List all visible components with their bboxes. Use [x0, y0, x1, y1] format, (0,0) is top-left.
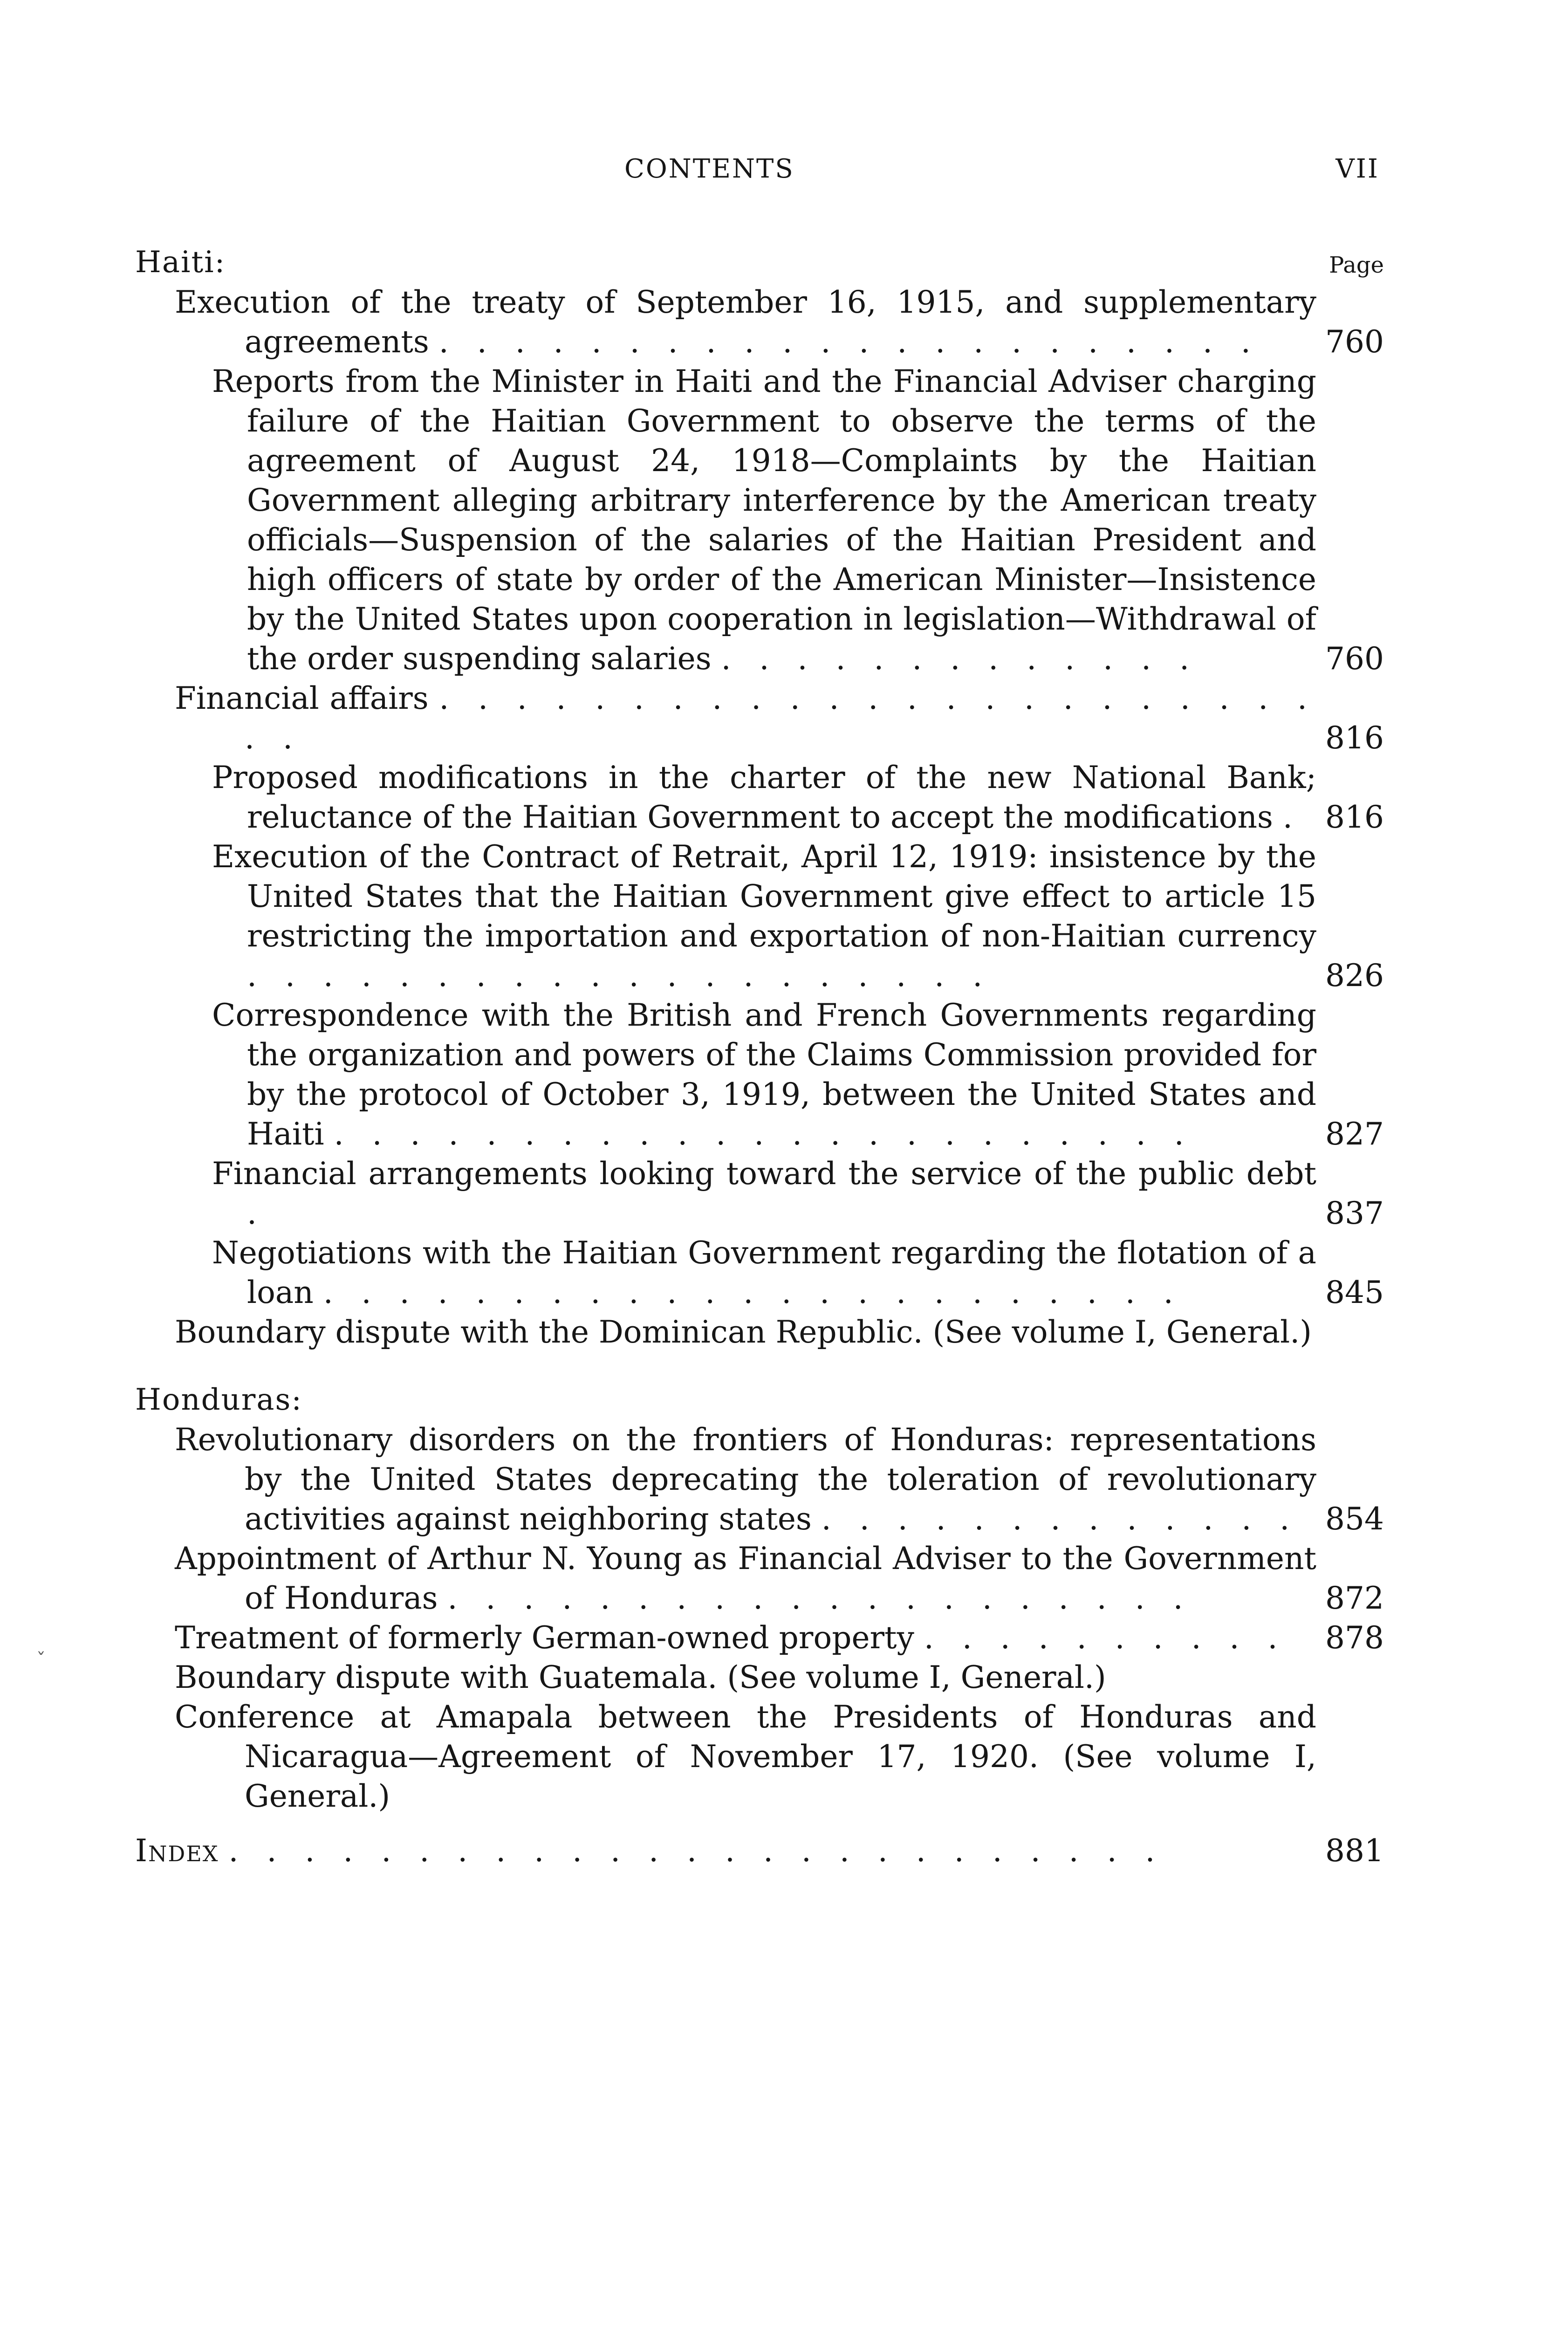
running-head-title: CONTENTS — [624, 154, 794, 184]
toc-entry[interactable] — [135, 1312, 1384, 1352]
toc-entry-page: 816 — [1325, 799, 1384, 835]
section-heading-honduras — [135, 1380, 1384, 1420]
toc-entry[interactable]: Treatment of formerly German-owned property . . . . . . . . . . 878 — [135, 1618, 1384, 1658]
toc-entry-text: Treatment of formerly German-owned property — [175, 1620, 914, 1656]
toc-entry-text: Correspondence with the British and French Governments regarding the organization and powers of the Claims Commission provided for by the protocol of October 3, 1919, between the United States and Haiti — [212, 997, 1316, 1152]
toc-entry-text: Revolutionary disorders on the frontiers of Honduras: representations by the United States deprecating the toleration of revolutionary activities against neighboring states — [175, 1422, 1316, 1537]
toc-entry[interactable]: Financial affairs . . . . . . . . . . . . . . . . . . . . . . . . . 816 — [135, 678, 1384, 758]
margin-mark: ˇ — [36, 1650, 46, 1671]
page-folio: VII — [1335, 154, 1379, 184]
section-heading-haiti — [135, 242, 1384, 282]
section-title: Honduras: — [135, 1383, 302, 1417]
running-head — [0, 154, 1568, 196]
toc-entry[interactable] — [135, 1697, 1384, 1816]
toc-entry-text: Negotiations with the Haitian Government regarding the flotation of a loan — [212, 1235, 1316, 1310]
toc-entry[interactable]: Reports from the Minister in Haiti and the Financial Adviser charging failure of the Haitian Government to observe the terms of the agreement of August 24, 1918—Complaints by the Haitian Government alleging arbitrary interference by the American treaty officials—Suspension of the salaries of the Haitian President and high officers of state by order of the American Minister—Insistence by the United States upon cooperation in legislation—Withdrawal of the order suspending salaries . . . . . . . . . . . . . 760 — [135, 362, 1384, 678]
toc-entry-text: Financial arrangements looking toward the service of the public debt — [212, 1156, 1316, 1192]
toc-entry-page: 878 — [1325, 1620, 1384, 1656]
toc-entry-text: Reports from the Minister in Haiti and the Financial Adviser charging failure of the Haitian Government to observe the terms of the agreement of August 24, 1918—Complaints by the Haitian Government alleging arbitrary interference by the American treaty officials—Suspension of the salaries of the Haitian President and high officers of state by order of the American Minister—Insistence by the United States upon cooperation in legislation—Withdrawal of the order suspending salaries — [212, 363, 1316, 677]
toc-entry[interactable] — [135, 1658, 1384, 1697]
toc-entry-text: Execution of the treaty of September 16, 1915, and supplementary agreements — [175, 284, 1316, 360]
table-of-contents — [135, 242, 1384, 1872]
toc-entry-text: Financial affairs — [175, 680, 429, 716]
toc-entry[interactable]: Negotiations with the Haitian Government regarding the flotation of a loan . . . . . . . . . . . . . . . . . . . . . . . 845 — [135, 1233, 1384, 1312]
toc-entry-page: 826 — [1325, 958, 1384, 994]
toc-entry-text: Proposed modifications in the charter of the new National Bank; reluctance of the Haitian Government to accept the modifications — [212, 760, 1316, 835]
toc-entry-page: 760 — [1325, 641, 1384, 677]
index-label: Index — [135, 1833, 219, 1869]
toc-entry-text: Appointment of Arthur N. Young as Financial Adviser to the Government of Honduras — [175, 1541, 1316, 1616]
toc-entry-page: 845 — [1325, 1275, 1384, 1310]
toc-entry-page: 760 — [1325, 324, 1384, 360]
toc-entry-text: Boundary dispute with Guatemala. (See volume I, General.) — [175, 1659, 1106, 1695]
toc-entry-page: 816 — [1325, 720, 1384, 756]
toc-entry-text: Execution of the Contract of Retrait, April 12, 1919: insistence by the United States that the Haitian Government give effect to article 15 restricting the importation and exportation of non-Haitian currency — [212, 839, 1316, 954]
index-page: 881 — [1325, 1833, 1384, 1869]
toc-entry-index[interactable]: Index . . . . . . . . . . . . . . . . . . . . . . . . . 881 — [135, 1830, 1384, 1872]
toc-entry[interactable]: Proposed modifications in the charter of the new National Bank; reluctance of the Haitian Government to accept the modifications . 816 — [135, 758, 1384, 837]
toc-entry-page: 872 — [1325, 1580, 1384, 1616]
toc-entry[interactable]: Financial arrangements looking toward the service of the public debt . 837 — [135, 1154, 1384, 1233]
toc-entry-text: Boundary dispute with the Dominican Republic. (See volume I, General.) — [175, 1314, 1312, 1350]
toc-entry[interactable]: Correspondence with the British and French Governments regarding the organization and powers of the Claims Commission provided for by the protocol of October 3, 1919, between the United States and Haiti . . . . . . . . . . . . . . . . . . . . . . . 827 — [135, 995, 1384, 1154]
page-column-label: Page — [1329, 252, 1384, 278]
toc-entry[interactable]: Execution of the Contract of Retrait, April 12, 1919: insistence by the United States that the Haitian Government give effect to article 15 restricting the importation and exportation of non-Haitian currency . . . . . . . . . . . . . . . . . . . . 826 — [135, 837, 1384, 995]
toc-entry-text: Conference at Amapala between the Presidents of Honduras and Nicaragua—Agreement of November 17, 1920. (See volume I, General.) — [175, 1699, 1316, 1814]
toc-entry-page: 854 — [1325, 1501, 1384, 1537]
toc-entry-page: 827 — [1325, 1116, 1384, 1152]
toc-entry[interactable]: Appointment of Arthur N. Young as Financial Adviser to the Government of Honduras . . . . . . . . . . . . . . . . . . . . 872 — [135, 1539, 1384, 1618]
toc-entry[interactable]: Execution of the treaty of September 16, 1915, and supplementary agreements . . . . . . . . . . . . . . . . . . . . . . 760 — [135, 282, 1384, 362]
section-title: Haiti: — [135, 245, 226, 280]
toc-entry-page: 837 — [1325, 1195, 1384, 1231]
toc-entry[interactable]: Revolutionary disorders on the frontiers of Honduras: representations by the United States deprecating the toleration of revolutionary activities against neighboring states . . . . . . . . . . . . . 854 — [135, 1420, 1384, 1539]
